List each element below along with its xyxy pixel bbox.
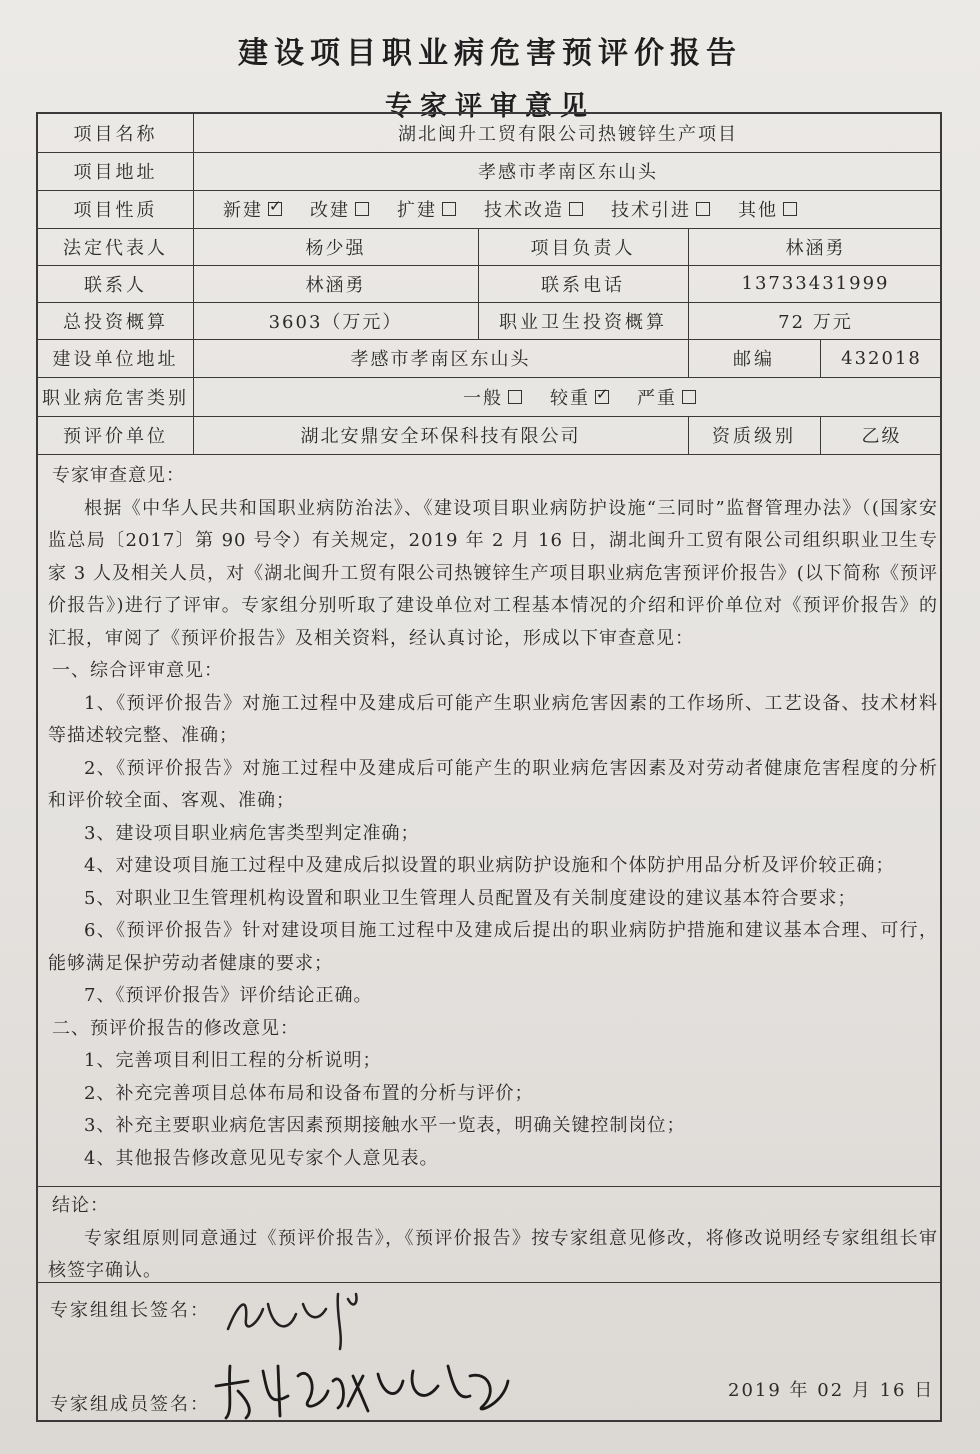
hazard-option-label: 严重 (637, 387, 677, 409)
project-address-value: 孝感市孝南区东山头 (478, 162, 658, 183)
legal-rep-value: 杨少强 (305, 237, 366, 259)
nature-option[interactable] (611, 196, 710, 222)
project-address-label: 项目地址 (73, 162, 158, 183)
review-intro: 根据《中华人民共和国职业病防治法》、《建设项目职业病防护设施“三同时”监督管理办法》（(国家安监总局〔2017〕第 90 号令）有关规定，2019 年 2 月 16 日，湖北闽升工贸有限公司组织职业卫生专家 3 人及相关人员，对《湖北闽升工贸有限公司热镀锌生产项目职业病危害预评价报告》(以下简称《预评价报告》)进行了评审。专家组分别听取了建设单位对工程基本情况的介绍和评价单位对《预评价报告》的汇报，审阅了《预评价报告》及相关资料，经认真讨论，形成以下审查意见： (48, 497, 938, 649)
phone-value: 13733431999 (741, 273, 890, 294)
unit-address-label: 建设单位地址 (52, 349, 179, 370)
list-item: 3、建设项目职业病危害类型判定准确； (84, 822, 420, 844)
postcode-label: 邮编 (733, 349, 775, 370)
list-item: 1、《预评价报告》对施工过程中及建成后可能产生职业病危害因素的工作场所、工艺设备、技术材料等描述较完整、准确； (48, 692, 938, 746)
qualification-label: 资质级别 (712, 426, 796, 447)
section2-title: 二、预评价报告的修改意见： (52, 1017, 299, 1039)
hazard-class-label: 职业病危害类别 (42, 387, 189, 409)
leader-signature (218, 1274, 388, 1354)
checkbox-icon[interactable] (696, 202, 710, 216)
hazard-option[interactable] (637, 384, 696, 410)
nature-option-label: 技术引进 (611, 200, 691, 221)
row-divider (38, 454, 942, 455)
list-item: 4、对建设项目施工过程中及建成后拟设置的职业病防护设施和个体防护用品分析及评价较正确； (84, 855, 895, 876)
phone-label: 联系电话 (541, 274, 625, 296)
legal-rep-label: 法定代表人 (63, 237, 168, 259)
review-section (48, 460, 938, 1175)
list-item: 5、对职业卫生管理机构设置和职业卫生管理人员配置及有关制度建设的建议基本符合要求； (84, 887, 857, 909)
checkbox-icon[interactable] (682, 390, 696, 404)
nature-option[interactable] (738, 196, 797, 222)
contact-value: 林涵勇 (305, 274, 366, 296)
list-item: 6、《预评价报告》针对建设项目施工过程中及建成后提出的职业病防护措施和建议基本合理、可行，能够满足保护劳动者健康的要求； (48, 920, 938, 974)
checked-box-icon[interactable] (595, 390, 609, 404)
project-name-value: 湖北闽升工贸有限公司热镀锌生产项目 (398, 124, 738, 145)
unit-address-value: 孝感市孝南区东山头 (350, 349, 531, 370)
nature-option-label: 其他 (738, 200, 778, 221)
checkbox-icon[interactable] (783, 202, 797, 216)
project-lead-value: 林涵勇 (785, 237, 846, 259)
hazard-option[interactable] (550, 384, 609, 410)
row-divider (38, 1186, 942, 1187)
list-item: 1、完善项目利旧工程的分析说明； (84, 1050, 382, 1071)
hazard-option[interactable] (463, 384, 522, 410)
checkbox-icon[interactable] (355, 202, 369, 216)
eval-unit-value: 湖北安鼎安全环保科技有限公司 (300, 426, 581, 447)
postcode-value: 432018 (841, 347, 922, 369)
leader-signature-label: 专家组组长签名： (50, 1300, 210, 1321)
list-item: 2、《预评价报告》对施工过程中及建成后可能产生的职业病危害因素及对劳动者健康危害程度的分析和评价较全面、客观、准确； (48, 757, 938, 811)
project-nature-label: 项目性质 (73, 200, 158, 221)
nature-option-label: 技术改造 (484, 200, 564, 221)
nature-option[interactable] (310, 196, 369, 222)
nature-option[interactable] (397, 196, 456, 222)
checkbox-icon[interactable] (508, 390, 522, 404)
nature-option[interactable] (484, 196, 583, 222)
conclusion-section (48, 1190, 938, 1288)
nature-option-label: 新建 (223, 200, 263, 221)
contact-label: 联系人 (84, 274, 147, 296)
oh-investment-label: 职业卫生投资概算 (499, 311, 667, 333)
nature-option-label: 扩建 (397, 200, 437, 221)
eval-unit-label: 预评价单位 (63, 426, 168, 447)
checked-box-icon[interactable] (268, 202, 282, 216)
section1-list (48, 688, 938, 1013)
list-item: 2、补充完善项目总体布局和设备布置的分析与评价； (84, 1082, 534, 1104)
conclusion-heading: 结论： (52, 1195, 109, 1216)
total-investment-label: 总投资概算 (63, 311, 168, 333)
conclusion-text: 专家组原则同意通过《预评价报告》，《预评价报告》按专家组意见修改，将修改说明经专家组组长审核签字确认。 (48, 1227, 938, 1281)
checkbox-icon[interactable] (442, 202, 456, 216)
hazard-option-label: 一般 (463, 387, 503, 409)
members-signature (208, 1346, 518, 1426)
hazard-option-label: 较重 (550, 387, 590, 409)
document-title: 建设项目职业病危害预评价报告 (238, 36, 742, 71)
section2-list (48, 1045, 938, 1175)
oh-investment-value: 72 万元 (778, 311, 853, 333)
total-investment-value: 3603（万元） (268, 311, 403, 333)
list-item: 4、其他报告修改意见见专家个人意见表。 (84, 1147, 439, 1169)
list-item: 3、补充主要职业病危害因素预期接触水平一览表，明确关键控制岗位； (84, 1115, 686, 1136)
review-heading: 专家审查意见： (52, 465, 185, 486)
document-subtitle: 专家评审意见 (385, 91, 595, 122)
section1-title: 一、综合评审意见： (52, 660, 223, 681)
members-signature-label: 专家组成员签名： (50, 1394, 210, 1415)
project-nature-options (193, 190, 943, 228)
checkbox-icon[interactable] (569, 202, 583, 216)
nature-option-label: 改建 (310, 200, 350, 221)
nature-option[interactable] (223, 196, 282, 222)
review-form (36, 112, 942, 1422)
qualification-value: 乙级 (861, 426, 902, 447)
list-item: 7、《预评价报告》评价结论正确。 (84, 985, 373, 1006)
project-name-label: 项目名称 (73, 124, 158, 145)
hazard-class-options (193, 377, 943, 416)
review-date: 2019 年 02 月 16 日 (728, 1380, 935, 1401)
project-lead-label: 项目负责人 (530, 237, 636, 259)
